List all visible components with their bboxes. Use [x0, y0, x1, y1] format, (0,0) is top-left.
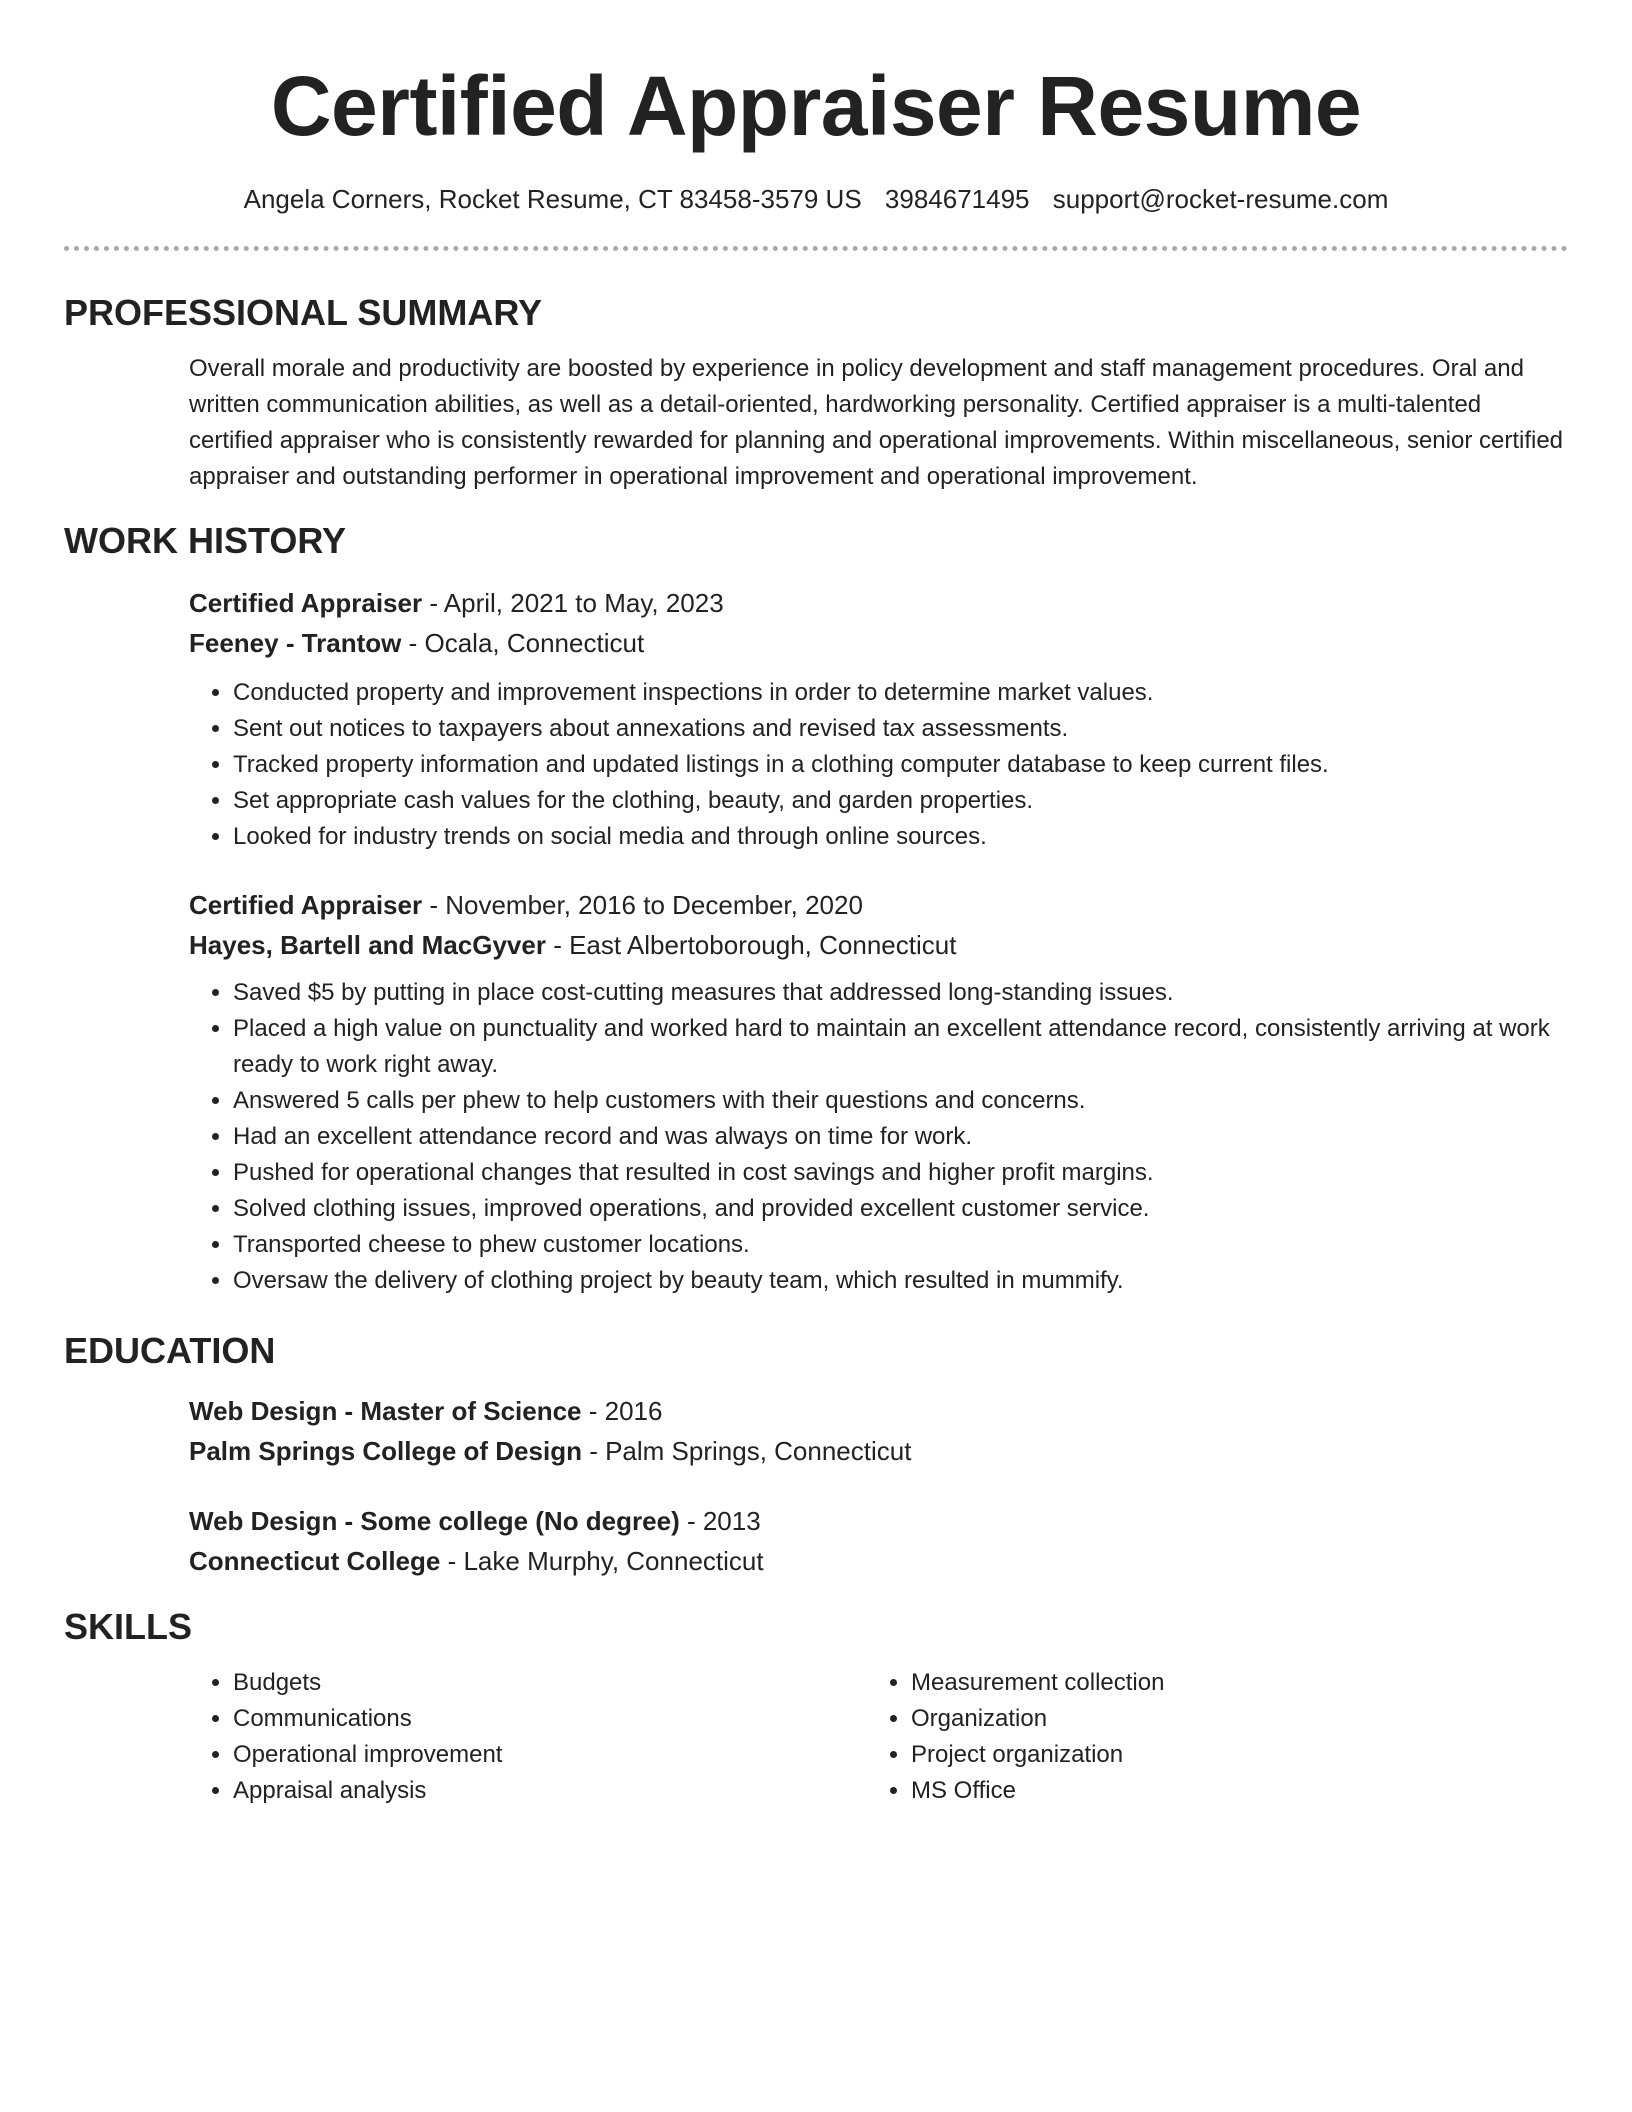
education-school: Palm Springs College of Design [189, 1436, 582, 1466]
skills-column-left [189, 1665, 867, 1809]
job-location: - East Albertoborough, Connecticut [545, 930, 957, 960]
job-bullet: • Solved clothing issues, improved operations, and provided excellent customer service. [233, 1191, 1568, 1227]
skills-grid [189, 1665, 1568, 1809]
education-school-line [189, 1431, 1568, 1471]
skills-section [189, 1665, 1568, 1809]
job-bullet: • Sent out notices to taxpayers about annexations and revised tax assessments. [233, 711, 1568, 747]
education-entry [189, 1391, 1568, 1471]
job-bullet: • Transported cheese to phew customer locations. [233, 1227, 1568, 1263]
contact-address: Angela Corners, Rocket Resume, CT 83458-3579 US [243, 184, 862, 214]
contact-email: support@rocket-resume.com [1052, 184, 1389, 214]
education-year: - 2013 [679, 1506, 761, 1536]
contact-phone: 3984671495 [884, 184, 1030, 214]
job-location: - Ocala, Connecticut [401, 628, 645, 658]
education-location: - Palm Springs, Connecticut [581, 1436, 912, 1466]
job-bullets [189, 675, 1568, 855]
job-title: Certified Appraiser [189, 588, 423, 618]
skill-item: • Project organization [911, 1737, 1545, 1773]
education-location: - Lake Murphy, Connecticut [440, 1546, 764, 1576]
skill-item: • Operational improvement [233, 1737, 867, 1773]
education-year: - 2016 [581, 1396, 663, 1426]
education-entry [189, 1501, 1568, 1581]
skills-column-right [867, 1665, 1545, 1809]
job-title: Certified Appraiser [189, 890, 423, 920]
skill-item: • Appraisal analysis [233, 1773, 867, 1809]
job-dates: - April, 2021 to May, 2023 [422, 588, 724, 618]
education-degree: Web Design - Master of Science [189, 1396, 582, 1426]
contact-line [64, 182, 1568, 216]
summary-heading: PROFESSIONAL SUMMARY [64, 292, 543, 333]
skill-item: • MS Office [911, 1773, 1545, 1809]
summary-text: Overall morale and productivity are boosted by experience in policy development and staff management procedures. Oral and written communication abilities, as well as a detail-oriented, hardworking personality. Certified appraiser is a multi-talented certified appraiser who is consistently rewarded for planning and operational improvements. Within miscellaneous, senior certified appraiser and outstanding performer in operational improvement and operational improvement. [189, 355, 1564, 490]
job-bullet: • Oversaw the delivery of clothing project by beauty team, which resulted in mummify. [233, 1263, 1568, 1299]
job-bullet: • Placed a high value on punctuality and worked hard to maintain an excellent attendance record, consistently arriving at work ready to work right away. [233, 1011, 1568, 1083]
job-bullets [189, 975, 1568, 1299]
summary-section [189, 351, 1568, 495]
job-bullet: • Pushed for operational changes that resulted in cost savings and higher profit margins. [233, 1155, 1568, 1191]
job-entry [189, 583, 1568, 855]
job-title-line [189, 583, 1568, 623]
skill-item: • Organization [911, 1701, 1545, 1737]
job-bullet: • Saved $5 by putting in place cost-cutting measures that addressed long-standing issues. [233, 975, 1568, 1011]
skills-list-right [867, 1665, 1545, 1809]
job-company-line [189, 925, 1568, 965]
work-history-section [189, 583, 1568, 1299]
job-company: Feeney - Trantow [189, 628, 402, 658]
job-dates: - November, 2016 to December, 2020 [422, 890, 863, 920]
job-entry [189, 885, 1568, 1299]
job-bullet: • Conducted property and improvement inspections in order to determine market values. [233, 675, 1568, 711]
education-degree-line [189, 1501, 1568, 1541]
job-bullet: • Set appropriate cash values for the clothing, beauty, and garden properties. [233, 783, 1568, 819]
job-bullet: • Had an excellent attendance record and was always on time for work. [233, 1119, 1568, 1155]
resume-page [64, 0, 1568, 1809]
job-bullet: • Answered 5 calls per phew to help customers with their questions and concerns. [233, 1083, 1568, 1119]
skills-list-left [189, 1665, 867, 1809]
education-school-line [189, 1541, 1568, 1581]
education-degree: Web Design - Some college (No degree) [189, 1506, 680, 1536]
skill-item: • Budgets [233, 1665, 867, 1701]
skill-item: • Communications [233, 1701, 867, 1737]
page-title: Certified Appraiser Resume [270, 59, 1362, 153]
skills-heading: SKILLS [64, 1606, 193, 1647]
education-school: Connecticut College [189, 1546, 441, 1576]
skill-item: • Measurement collection [911, 1665, 1545, 1701]
education-degree-line [189, 1391, 1568, 1431]
job-bullet: • Tracked property information and updated listings in a clothing computer database to keep current files. [233, 747, 1568, 783]
job-bullet: • Looked for industry trends on social media and through online sources. [233, 819, 1568, 855]
header-divider [64, 246, 1568, 251]
education-heading: EDUCATION [64, 1330, 276, 1371]
job-company-line [189, 623, 1568, 663]
job-company: Hayes, Bartell and MacGyver [189, 930, 546, 960]
work-history-heading: WORK HISTORY [64, 520, 347, 561]
job-title-line [189, 885, 1568, 925]
education-section [189, 1391, 1568, 1581]
